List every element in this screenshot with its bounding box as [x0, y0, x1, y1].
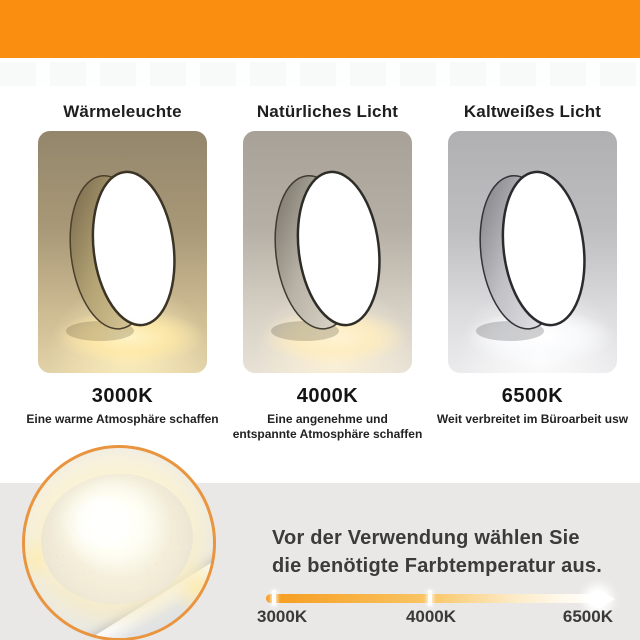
ceiling-lamp-photo-cool — [448, 131, 617, 373]
temperature-description — [222, 412, 434, 442]
temperature-description — [17, 412, 229, 427]
watermark-strip — [0, 62, 640, 86]
led-module-closeup-photo — [22, 445, 216, 640]
ceiling-lamp-photo-natural — [243, 131, 412, 373]
description-line: Weit verbreitet im Büroarbeit usw — [436, 412, 629, 426]
bottom-heading — [272, 524, 602, 580]
tick-marker-icon — [272, 590, 276, 606]
temperature-description — [427, 412, 639, 427]
color-temperature-value: 6500K — [501, 385, 564, 407]
tick-marker-icon — [428, 590, 432, 606]
color-temperature-value: 4000K — [296, 385, 359, 407]
led-glow-core — [71, 496, 135, 548]
description-line: Eine warme Atmosphäre schaffen — [26, 412, 219, 426]
scale-label-3000k: 3000K — [257, 607, 308, 626]
column-natural-light — [232, 100, 423, 442]
lamp-photo-card-3000k — [38, 131, 207, 373]
column-title: Natürliches Licht — [256, 102, 399, 121]
column-warm-light — [26, 100, 219, 427]
column-title: Wärmeleuchte — [63, 102, 182, 121]
right-arrow-icon — [598, 590, 615, 608]
description-line: entspannte Atmosphäre schaffen — [232, 427, 423, 441]
scale-label-6500k: 6500K — [562, 607, 613, 626]
heading-line-2: die benötigte Farbtemperatur aus. — [272, 555, 602, 577]
lamp-photo-card-6500k — [448, 131, 617, 373]
heading-line-1: Vor der Verwendung wählen Sie — [272, 527, 580, 549]
temperature-gradient-bar — [266, 594, 604, 603]
ceiling-lamp-photo-warm — [38, 131, 207, 373]
description-line: Eine angenehme und — [267, 412, 388, 426]
column-title: Kaltweißes Licht — [463, 102, 602, 121]
column-cool-light — [436, 100, 629, 427]
color-temperature-value: 3000K — [91, 385, 154, 407]
top-orange-bar — [0, 0, 640, 58]
scale-label-4000k: 4000K — [405, 607, 457, 626]
lamp-photo-card-4000k — [243, 131, 412, 373]
